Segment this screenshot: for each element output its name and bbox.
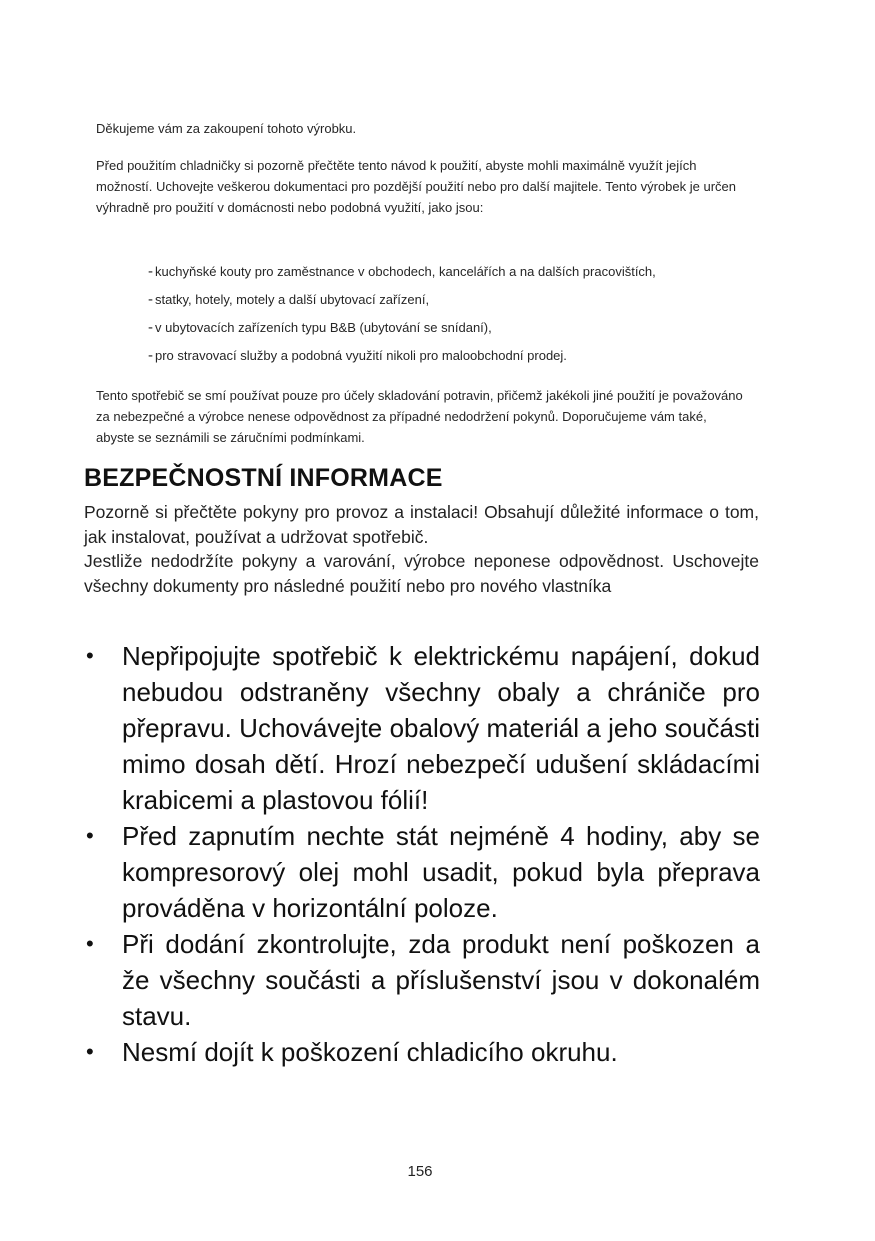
safety-bullet-list — [84, 638, 760, 1070]
list-item — [148, 288, 768, 316]
usage-note-paragraph: Tento spotřebič se smí používat pouze pro účely skladování potravin, přičemž jakékoli jiné použití je považováno za nebezpečné a výrobce nenese odpovědnost za případné nedodržení pokynů. Doporučujeme vám také, abyste se seznámili se záručními podmínkami. — [96, 388, 743, 445]
dash-marker: - — [148, 347, 153, 364]
list-item-text: pro stravovací služby a podobná využití nikoli pro maloobchodní prodej. — [155, 348, 567, 363]
list-item-text: statky, hotely, motely a další ubytovací zařízení, — [155, 292, 430, 307]
dash-marker: - — [148, 319, 153, 336]
intended-uses-list — [148, 260, 768, 372]
dash-marker: - — [148, 291, 153, 308]
list-item — [148, 344, 768, 372]
dash-marker: - — [148, 263, 153, 280]
page-number: 156 — [407, 1163, 433, 1180]
bullet-text: Nepřipojujte spotřebič k elektrickému napájení, dokud nebudou odstraněny všechny obaly a chrániče pro přepravu. Uchovávejte obalový materiál a jeho součásti mimo dosah dětí. Hrozí nebezpečí udušení skládacími krabicemi a plastovou fólií! — [122, 641, 760, 815]
bullet-text: Před zapnutím nechte stát nejméně 4 hodiny, aby se kompresorový olej mohl usadit, pokud byla přeprava prováděna v horizontální poloze. — [122, 821, 760, 923]
before-use-paragraph: Před použitím chladničky si pozorně přečtěte tento návod k použití, abyste mohli maximálně využít jejích možností. Uchovejte veškerou dokumentaci pro pozdější použití nebo pro další majitele. Tento výrobek je určen výhradně pro použití v domácnosti nebo podobná využití, jako jsou: — [96, 158, 736, 215]
bullet-text: Nesmí dojít k poškození chladicího okruhu. — [122, 1037, 618, 1067]
list-item — [84, 1034, 760, 1070]
list-item — [84, 926, 760, 1034]
bullet-icon: • — [86, 823, 94, 848]
safety-paragraph-1: Pozorně si přečtěte pokyny pro provoz a instalaci! Obsahují důležité informace o tom, jak instalovat, používat a udržovat spotřebič. — [84, 502, 759, 547]
bullet-icon: • — [86, 931, 94, 956]
list-item — [84, 818, 760, 926]
bullet-text: Při dodání zkontrolujte, zda produkt není poškozen a že všechny součásti a příslušenství jsou v dokonalém stavu. — [122, 929, 760, 1031]
list-item — [84, 638, 760, 818]
list-item-text: v ubytovacích zařízeních typu B&B (ubytování se snídaní), — [155, 320, 492, 335]
bullet-icon: • — [86, 1039, 94, 1064]
list-item-text: kuchyňské kouty pro zaměstnance v obchodech, kancelářích a na dalších pracovištích, — [155, 264, 656, 279]
safety-paragraph-2: Jestliže nedodržíte pokyny a varování, výrobce neponese odpovědnost. Uschovejte všechny dokumenty pro následné použití nebo pro nového vlastníka — [84, 551, 759, 596]
list-item — [148, 316, 768, 344]
list-item — [148, 260, 768, 288]
bullet-icon: • — [86, 643, 94, 668]
thanks-paragraph: Děkujeme vám za zakoupení tohoto výrobku. — [96, 121, 357, 136]
safety-heading: BEZPEČNOSTNÍ INFORMACE — [84, 464, 443, 492]
